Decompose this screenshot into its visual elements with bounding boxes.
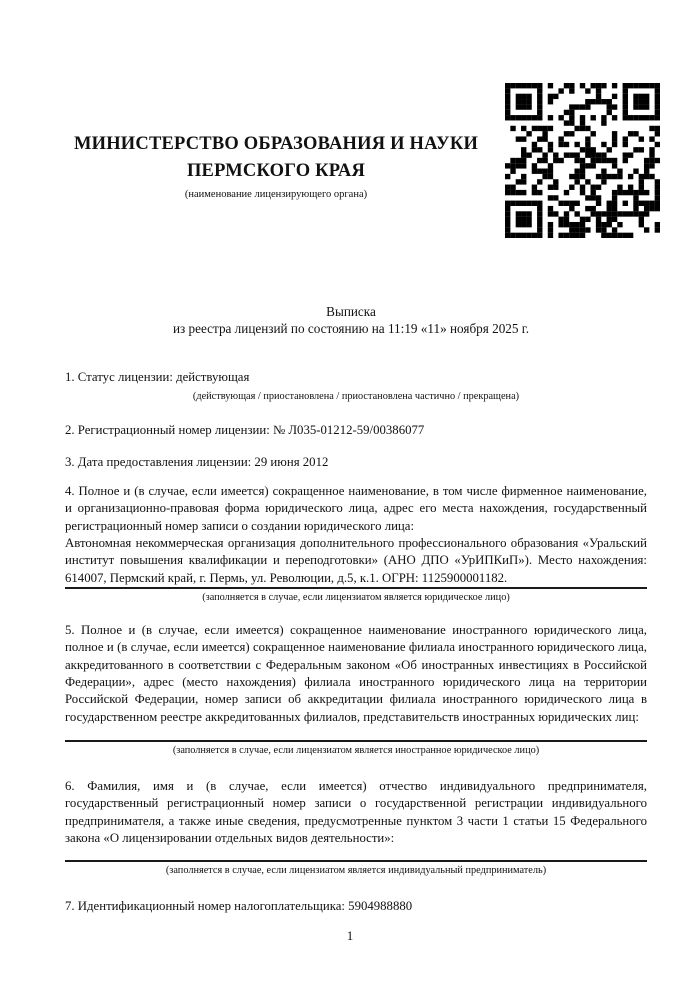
ministry-name-line1: МИНИСТЕРСТВО ОБРАЗОВАНИЯ И НАУКИ bbox=[73, 134, 479, 154]
item-license-grant-date bbox=[65, 454, 647, 471]
fill-in-rule bbox=[65, 587, 647, 589]
document-title bbox=[60, 303, 642, 338]
individual-entrepreneur-caption: (заполняется в случае, если лицензиатом является индивидуальный предприниматель) bbox=[165, 864, 547, 876]
legal-entity-caption: (заполняется в случае, если лицензиатом является юридическое лицо) bbox=[202, 592, 510, 604]
license-status-text: 1. Статус лицензии: действующая bbox=[65, 370, 250, 384]
licensing-authority-header bbox=[40, 131, 512, 201]
document-title-line1: Выписка bbox=[326, 304, 376, 319]
item-individual-entrepreneur-info bbox=[65, 778, 647, 877]
ministry-name-line2: ПЕРМСКОГО КРАЯ bbox=[186, 161, 366, 181]
qr-code-icon bbox=[505, 83, 660, 238]
foreign-entity-caption: (заполняется в случае, если лицензиатом является иностранное юридическое лицо) bbox=[172, 745, 540, 757]
taxpayer-id-text: 7. Идентификационный номер налогоплательщика: 5904988880 bbox=[65, 899, 413, 914]
legal-entity-label: 4. Полное и (в случае, если имеется) сокращенное наименование, в том числе фирменное наименование, и организационно-правовая форма юридического лица, адрес его места нахождения, государственный регистрационный номер записи о создании юридического лица: bbox=[65, 483, 647, 533]
registration-number-text: 2. Регистрационный номер лицензии: № Л035-01212-59/00386077 bbox=[65, 423, 425, 437]
item-registration-number bbox=[65, 422, 647, 439]
fill-in-rule bbox=[65, 740, 647, 742]
license-status-caption: (действующая / приостановлена / приостановлена частично / прекращена) bbox=[192, 391, 520, 403]
page-number: 1 bbox=[346, 928, 354, 943]
legal-entity-value: Автономная некоммерческая организация дополнительного профессионального образования «Уральский институт повышения квалификации и переподготовки» (АНО ДПО «УрИПКиП»). Место нахождения: 614007, Пермский край, г. Пермь, ул. Революции, д.5, к.1. ОГРН: 1125900001182. bbox=[65, 536, 647, 585]
individual-entrepreneur-label: 6. Фамилия, имя и (в случае, если имеется) отчество индивидуального предпринимателя, государственный регистрационный номер записи о государственной регистрации индивидуального предпринимателя, а также иные сведения, предусмотренные пунктом 3 части 1 статьи 15 Федерального закона «О лицензировании отдельных видов деятельности»: bbox=[65, 778, 647, 846]
ministry-name-caption: (наименование лицензирующего органа) bbox=[184, 189, 368, 200]
item-taxpayer-id bbox=[65, 898, 647, 915]
item-license-status bbox=[65, 369, 647, 404]
item-foreign-entity-info bbox=[65, 622, 647, 758]
document-title-line2: из реестра лицензий по состоянию на 11:19 «11» ноября 2025 г. bbox=[172, 321, 530, 337]
license-grant-date-text: 3. Дата предоставления лицензии: 29 июня 2012 bbox=[65, 455, 329, 470]
document-body bbox=[65, 369, 647, 916]
foreign-entity-label: 5. Полное и (в случае, если имеется) сокращенное наименование иностранного юридического лица, полное и (в случае, если имеется) сокращенное наименование филиала иностранного юридического лица, аккредитованного в соответствии с Федеральным законом «Об иностранных инвестициях в Российской Федерации», адрес (место нахождения) филиала иностранного юридического лица на территории Российской Федерации, номер записи об аккредитации филиала иностранного юридического лица в государственном реестре аккредитованных филиалов, представительств иностранных юридических лиц: bbox=[65, 622, 647, 724]
fill-in-rule bbox=[65, 860, 647, 862]
item-legal-entity-info bbox=[65, 483, 647, 605]
